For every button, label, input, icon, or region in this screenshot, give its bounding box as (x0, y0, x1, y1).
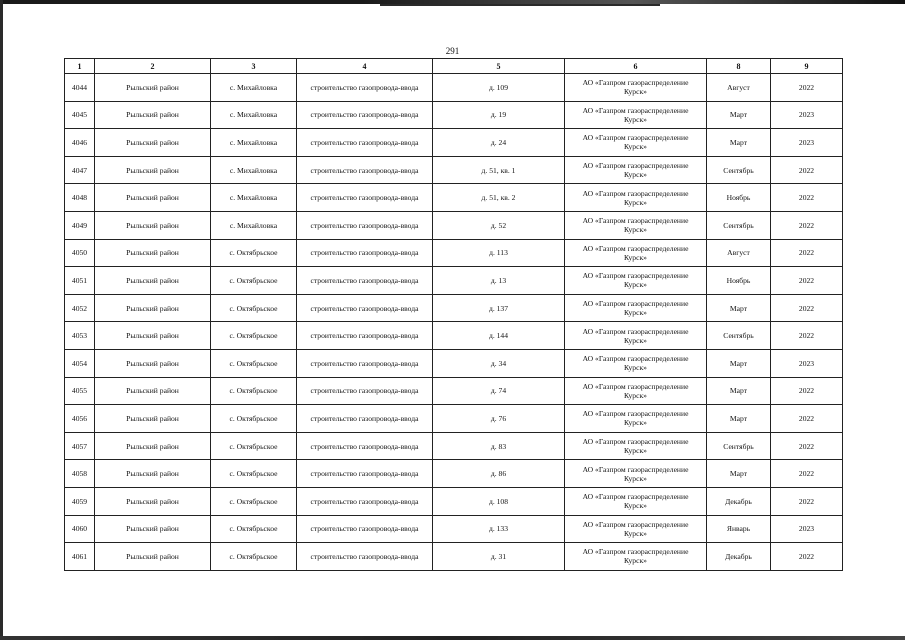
table-row (65, 267, 843, 295)
organization-line-2: Курск» (624, 528, 647, 538)
scan-edge-bottom (0, 636, 905, 640)
address-cell: д. 51, кв. 2 (433, 184, 565, 212)
year-cell: 2022 (771, 156, 843, 184)
district-cell: Рыльский район (95, 543, 211, 571)
district-cell: Рыльский район (95, 74, 211, 102)
header-col-1: 1 (65, 59, 95, 74)
month-cell: Сентябрь (707, 156, 771, 184)
work-type-cell: строительство газопровода-ввода (297, 211, 433, 239)
organization-line-1: АО «Газпром газораспределение (582, 78, 689, 88)
settlement-cell: с. Октябрьское (211, 460, 297, 488)
district-cell: Рыльский район (95, 129, 211, 157)
district-cell: Рыльский район (95, 349, 211, 377)
organization-line-2: Курск» (624, 170, 647, 180)
settlement-cell: с. Октябрьское (211, 294, 297, 322)
month-cell: Декабрь (707, 487, 771, 515)
row-number-cell: 4052 (65, 294, 95, 322)
work-type-cell: строительство газопровода-ввода (297, 294, 433, 322)
organization-cell (565, 129, 707, 157)
organization-cell (565, 349, 707, 377)
district-cell: Рыльский район (95, 101, 211, 129)
table-header-row (65, 59, 843, 74)
organization-line-1: АО «Газпром газораспределение (582, 216, 689, 226)
address-cell: д. 19 (433, 101, 565, 129)
settlement-cell: с. Михайловка (211, 129, 297, 157)
month-cell: Март (707, 377, 771, 405)
year-cell: 2022 (771, 377, 843, 405)
organization-line-2: Курск» (624, 87, 647, 97)
organization-cell (565, 239, 707, 267)
header-col-5: 5 (433, 59, 565, 74)
table-row (65, 349, 843, 377)
table-row (65, 460, 843, 488)
organization-line-2: Курск» (624, 142, 647, 152)
organization-cell (565, 267, 707, 295)
work-type-cell: строительство газопровода-ввода (297, 460, 433, 488)
organization-line-2: Курск» (624, 114, 647, 124)
row-number-cell: 4059 (65, 487, 95, 515)
organization-line-2: Курск» (624, 556, 647, 566)
address-cell: д. 144 (433, 322, 565, 350)
organization-line-1: АО «Газпром газораспределение (582, 326, 689, 336)
organization-line-2: Курск» (624, 363, 647, 373)
year-cell: 2023 (771, 349, 843, 377)
row-number-cell: 4048 (65, 184, 95, 212)
work-type-cell: строительство газопровода-ввода (297, 377, 433, 405)
gas-connection-table (64, 58, 843, 571)
settlement-cell: с. Октябрьское (211, 543, 297, 571)
organization-line-1: АО «Газпром газораспределение (582, 354, 689, 364)
month-cell: Сентябрь (707, 432, 771, 460)
organization-cell (565, 460, 707, 488)
scan-edge-left (0, 0, 3, 640)
table-row (65, 74, 843, 102)
address-cell: д. 137 (433, 294, 565, 322)
table-row (65, 543, 843, 571)
organization-line-2: Курск» (624, 308, 647, 318)
table-body (65, 74, 843, 571)
organization-line-2: Курск» (624, 390, 647, 400)
work-type-cell: строительство газопровода-ввода (297, 322, 433, 350)
table-row (65, 322, 843, 350)
organization-cell (565, 432, 707, 460)
organization-line-2: Курск» (624, 197, 647, 207)
work-type-cell: строительство газопровода-ввода (297, 74, 433, 102)
district-cell: Рыльский район (95, 460, 211, 488)
row-number-cell: 4055 (65, 377, 95, 405)
header-col-2: 2 (95, 59, 211, 74)
header-col-8: 8 (707, 59, 771, 74)
table-row (65, 515, 843, 543)
organization-line-1: АО «Газпром газораспределение (582, 133, 689, 143)
organization-line-2: Курск» (624, 473, 647, 483)
district-cell: Рыльский район (95, 156, 211, 184)
address-cell: д. 24 (433, 129, 565, 157)
month-cell: Сентябрь (707, 211, 771, 239)
table-row (65, 377, 843, 405)
organization-line-1: АО «Газпром газораспределение (582, 437, 689, 447)
organization-cell (565, 294, 707, 322)
work-type-cell: строительство газопровода-ввода (297, 101, 433, 129)
settlement-cell: с. Октябрьское (211, 322, 297, 350)
row-number-cell: 4054 (65, 349, 95, 377)
row-number-cell: 4051 (65, 267, 95, 295)
month-cell: Март (707, 101, 771, 129)
scan-edge-top-mark (380, 4, 660, 6)
address-cell: д. 83 (433, 432, 565, 460)
table-row (65, 487, 843, 515)
header-col-3: 3 (211, 59, 297, 74)
settlement-cell: с. Октябрьское (211, 515, 297, 543)
settlement-cell: с. Михайловка (211, 101, 297, 129)
table-row (65, 239, 843, 267)
settlement-cell: с. Октябрьское (211, 239, 297, 267)
address-cell: д. 13 (433, 267, 565, 295)
address-cell: д. 76 (433, 405, 565, 433)
district-cell: Рыльский район (95, 267, 211, 295)
settlement-cell: с. Михайловка (211, 74, 297, 102)
settlement-cell: с. Михайловка (211, 156, 297, 184)
organization-line-1: АО «Газпром газораспределение (582, 243, 689, 253)
address-cell: д. 34 (433, 349, 565, 377)
settlement-cell: с. Октябрьское (211, 432, 297, 460)
work-type-cell: строительство газопровода-ввода (297, 432, 433, 460)
row-number-cell: 4061 (65, 543, 95, 571)
year-cell: 2022 (771, 322, 843, 350)
address-cell: д. 74 (433, 377, 565, 405)
year-cell: 2022 (771, 74, 843, 102)
organization-line-1: АО «Газпром газораспределение (582, 161, 689, 171)
row-number-cell: 4049 (65, 211, 95, 239)
organization-cell (565, 101, 707, 129)
table-row (65, 405, 843, 433)
work-type-cell: строительство газопровода-ввода (297, 267, 433, 295)
header-col-4: 4 (297, 59, 433, 74)
settlement-cell: с. Михайловка (211, 211, 297, 239)
year-cell: 2022 (771, 460, 843, 488)
year-cell: 2023 (771, 515, 843, 543)
organization-line-1: АО «Газпром газораспределение (582, 271, 689, 281)
year-cell: 2022 (771, 211, 843, 239)
organization-line-1: АО «Газпром газораспределение (582, 188, 689, 198)
address-cell: д. 52 (433, 211, 565, 239)
work-type-cell: строительство газопровода-ввода (297, 129, 433, 157)
year-cell: 2022 (771, 239, 843, 267)
settlement-cell: с. Михайловка (211, 184, 297, 212)
district-cell: Рыльский район (95, 377, 211, 405)
work-type-cell: строительство газопровода-ввода (297, 405, 433, 433)
district-cell: Рыльский район (95, 184, 211, 212)
year-cell: 2022 (771, 184, 843, 212)
address-cell: д. 51, кв. 1 (433, 156, 565, 184)
district-cell: Рыльский район (95, 432, 211, 460)
month-cell: Август (707, 239, 771, 267)
address-cell: д. 108 (433, 487, 565, 515)
organization-line-1: АО «Газпром газораспределение (582, 464, 689, 474)
month-cell: Ноябрь (707, 267, 771, 295)
organization-line-2: Курск» (624, 418, 647, 428)
year-cell: 2022 (771, 487, 843, 515)
organization-line-1: АО «Газпром газораспределение (582, 381, 689, 391)
row-number-cell: 4056 (65, 405, 95, 433)
district-cell: Рыльский район (95, 294, 211, 322)
settlement-cell: с. Октябрьское (211, 405, 297, 433)
table-row (65, 432, 843, 460)
table-row (65, 129, 843, 157)
organization-cell (565, 515, 707, 543)
row-number-cell: 4044 (65, 74, 95, 102)
work-type-cell: строительство газопровода-ввода (297, 543, 433, 571)
row-number-cell: 4045 (65, 101, 95, 129)
organization-line-2: Курск» (624, 501, 647, 511)
organization-cell (565, 543, 707, 571)
month-cell: Сентябрь (707, 322, 771, 350)
year-cell: 2022 (771, 543, 843, 571)
organization-line-2: Курск» (624, 446, 647, 456)
month-cell: Март (707, 460, 771, 488)
organization-line-1: АО «Газпром газораспределение (582, 547, 689, 557)
settlement-cell: с. Октябрьское (211, 267, 297, 295)
organization-cell (565, 211, 707, 239)
table-row (65, 211, 843, 239)
row-number-cell: 4047 (65, 156, 95, 184)
row-number-cell: 4053 (65, 322, 95, 350)
address-cell: д. 109 (433, 74, 565, 102)
organization-line-1: АО «Газпром газораспределение (582, 105, 689, 115)
address-cell: д. 113 (433, 239, 565, 267)
organization-line-1: АО «Газпром газораспределение (582, 299, 689, 309)
month-cell: Август (707, 74, 771, 102)
district-cell: Рыльский район (95, 405, 211, 433)
work-type-cell: строительство газопровода-ввода (297, 515, 433, 543)
table-row (65, 294, 843, 322)
organization-line-1: АО «Газпром газораспределение (582, 409, 689, 419)
organization-cell (565, 74, 707, 102)
month-cell: Март (707, 129, 771, 157)
row-number-cell: 4046 (65, 129, 95, 157)
work-type-cell: строительство газопровода-ввода (297, 239, 433, 267)
table-row (65, 184, 843, 212)
settlement-cell: с. Октябрьское (211, 349, 297, 377)
address-cell: д. 31 (433, 543, 565, 571)
year-cell: 2023 (771, 101, 843, 129)
month-cell: Январь (707, 515, 771, 543)
row-number-cell: 4057 (65, 432, 95, 460)
district-cell: Рыльский район (95, 211, 211, 239)
organization-line-1: АО «Газпром газораспределение (582, 492, 689, 502)
header-col-6: 6 (565, 59, 707, 74)
organization-cell (565, 184, 707, 212)
row-number-cell: 4058 (65, 460, 95, 488)
district-cell: Рыльский район (95, 515, 211, 543)
year-cell: 2022 (771, 267, 843, 295)
settlement-cell: с. Октябрьское (211, 487, 297, 515)
month-cell: Март (707, 405, 771, 433)
organization-cell (565, 405, 707, 433)
organization-cell (565, 156, 707, 184)
organization-cell (565, 487, 707, 515)
work-type-cell: строительство газопровода-ввода (297, 156, 433, 184)
row-number-cell: 4060 (65, 515, 95, 543)
address-cell: д. 86 (433, 460, 565, 488)
organization-line-1: АО «Газпром газораспределение (582, 519, 689, 529)
organization-line-2: Курск» (624, 280, 647, 290)
month-cell: Март (707, 294, 771, 322)
year-cell: 2023 (771, 129, 843, 157)
table-row (65, 156, 843, 184)
work-type-cell: строительство газопровода-ввода (297, 184, 433, 212)
page-number: 291 (445, 46, 460, 56)
address-cell: д. 133 (433, 515, 565, 543)
organization-line-2: Курск» (624, 225, 647, 235)
district-cell: Рыльский район (95, 322, 211, 350)
organization-cell (565, 377, 707, 405)
organization-cell (565, 322, 707, 350)
district-cell: Рыльский район (95, 239, 211, 267)
month-cell: Март (707, 349, 771, 377)
header-col-9: 9 (771, 59, 843, 74)
organization-line-2: Курск» (624, 252, 647, 262)
year-cell: 2022 (771, 294, 843, 322)
organization-line-2: Курск» (624, 335, 647, 345)
work-type-cell: строительство газопровода-ввода (297, 487, 433, 515)
table-row (65, 101, 843, 129)
settlement-cell: с. Октябрьское (211, 377, 297, 405)
row-number-cell: 4050 (65, 239, 95, 267)
work-type-cell: строительство газопровода-ввода (297, 349, 433, 377)
year-cell: 2022 (771, 432, 843, 460)
month-cell: Ноябрь (707, 184, 771, 212)
year-cell: 2022 (771, 405, 843, 433)
month-cell: Декабрь (707, 543, 771, 571)
district-cell: Рыльский район (95, 487, 211, 515)
